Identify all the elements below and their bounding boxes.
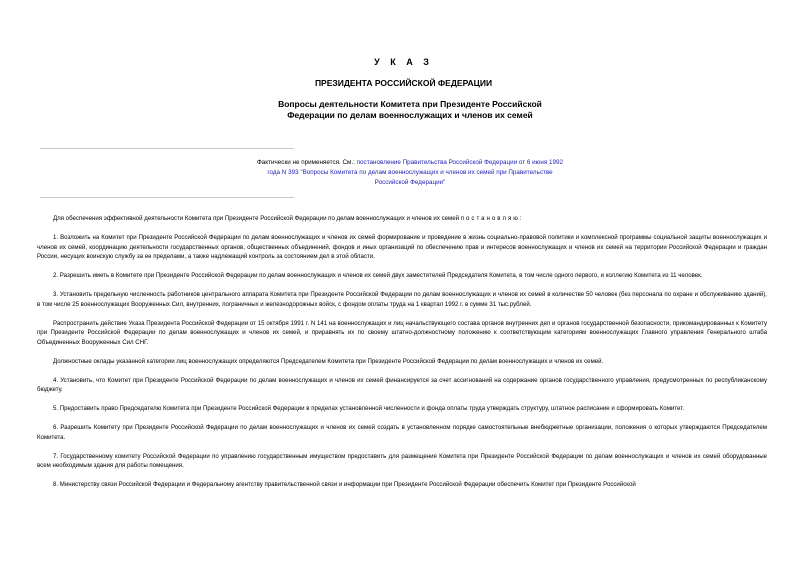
decree-subject: Вопросы деятельности Комитета при Президенте Российской Федерации по делам военнослужащих и членов их семей	[278, 99, 542, 120]
paragraph-5: 5. Предоставить право Председателю Комитета при Президенте Российской Федерации в пределах установленной численности и фонда оплаты труда утверждать структуру, штатное расписание и сформировать Комитет.	[53, 405, 685, 412]
status-note-prefix: Фактически не применяется. См.:	[257, 159, 357, 166]
paragraph-7: 7. Государственному комитету Российской Федерации по управлению государственным имуществом предоставить для размещения Комитета при Президенте Российской Федерации по делам военнослужащих и членов их семей оборудованные всем необходимым здания для работы помещения.	[37, 452, 767, 469]
paragraph-4: 4. Установить, что Комитет при Президенте Российской Федерации по делам военнослужащих и членов их семей финансируется за счет ассигнований на содержание органов государственного управления, предусмотренных по республиканскому бюджету.	[37, 376, 767, 393]
intro-emphasis: постановляю:	[460, 215, 524, 222]
decree-body	[37, 214, 767, 499]
paragraph-8: 8. Министерству связи Российской Федерации и Федеральному агентству правительственной связи и информации при Президенте Российской Федерации обеспечить Комитет при Президенте Российской	[53, 481, 636, 488]
paragraph-3: 3. Установить предельную численность работников центрального аппарата Комитета при Президенте Российской Федерации по делам военнослужащих и членов их семей в количестве 50 человек (без персонала по охране и обслуживанию зданий), в том числе 25 военнослужащих Вооруженных Сил, внутренних, пограничных и железнодорожных войск, с фондом оплаты труда на 1 квартал 1992 г. в сумме 31 тыс.рублей.	[37, 291, 767, 308]
paragraph-6: 6. Разрешить Комитету при Президенте Российской Федерации по делам военнослужащих и членов их семей создать в установленном порядке самостоятельные внебюджетные организации, положения о которых утверждаются Председателем Комитета.	[37, 424, 767, 441]
paragraph-1: 1. Возложить на Комитет при Президенте Российской Федерации по делам военнослужащих и членов их семей формирование и проведение в жизнь социально-правовой политики и комплексной программы социальной защиты военнослужащих и членов их семей, координацию деятельности государственных органов, общественных объединений, фондов и иных организаций по обеспечению прав и интересов военнослужащих и членов их семей на территории Российской Федерации и граждан России, несущих воинскую службу за ее пределами, а также надлежащий контроль за состоянием дел в этой области.	[37, 234, 767, 260]
decree-issuer: ПРЕЗИДЕНТА РОССИЙСКОЙ ФЕДЕРАЦИИ	[314, 78, 493, 88]
decree-title: У К А З	[374, 57, 433, 67]
paragraph-2: 2. Разрешить иметь в Комитете при Президенте Российской Федерации по делам военнослужащих и членов их семей двух заместителей Председателя Комитета, в том числе одного первого, и коллегию Комитета из 11 человек.	[53, 272, 703, 279]
intro-text: Для обеспечения эффективной деятельности Комитета при Президенте Российской Федерации по делам военнослужащих и членов их семей	[53, 215, 461, 222]
status-note	[250, 158, 570, 189]
divider-bottom	[40, 197, 294, 198]
intro-paragraph	[37, 214, 767, 224]
divider-top	[40, 148, 294, 149]
status-note-link[interactable]: постановление Правительства Российской Федерации от 6 июня 1992 года N 393 "Вопросы Комитета по делам военнослужащих и членов их семей при Правительстве Российской Федерации"	[267, 159, 563, 187]
paragraph-3-salaries: Должностные оклады указанной категории лиц военнослужащих определяются Председателем Комитета при Президенте Российской Федерации по делам военнослужащих и членов их семей.	[53, 357, 604, 365]
paragraph-3-extension: Распространить действие Указа Президента Российской Федерации от 15 октября 1991 г. N 141 на военнослужащих и лиц начальствующего состава органов внутренних дел и органов государственной безопасности, прикомандированных к Комитету при Президенте Российской Федерации по делам военнослужащих и членов их семей, и приравнять их по своему штатно-должностному положению к соответствующим категориям военнослужащих Главного управления Генерального штаба Объединенных Вооруженных Сил СНГ.	[37, 319, 767, 346]
